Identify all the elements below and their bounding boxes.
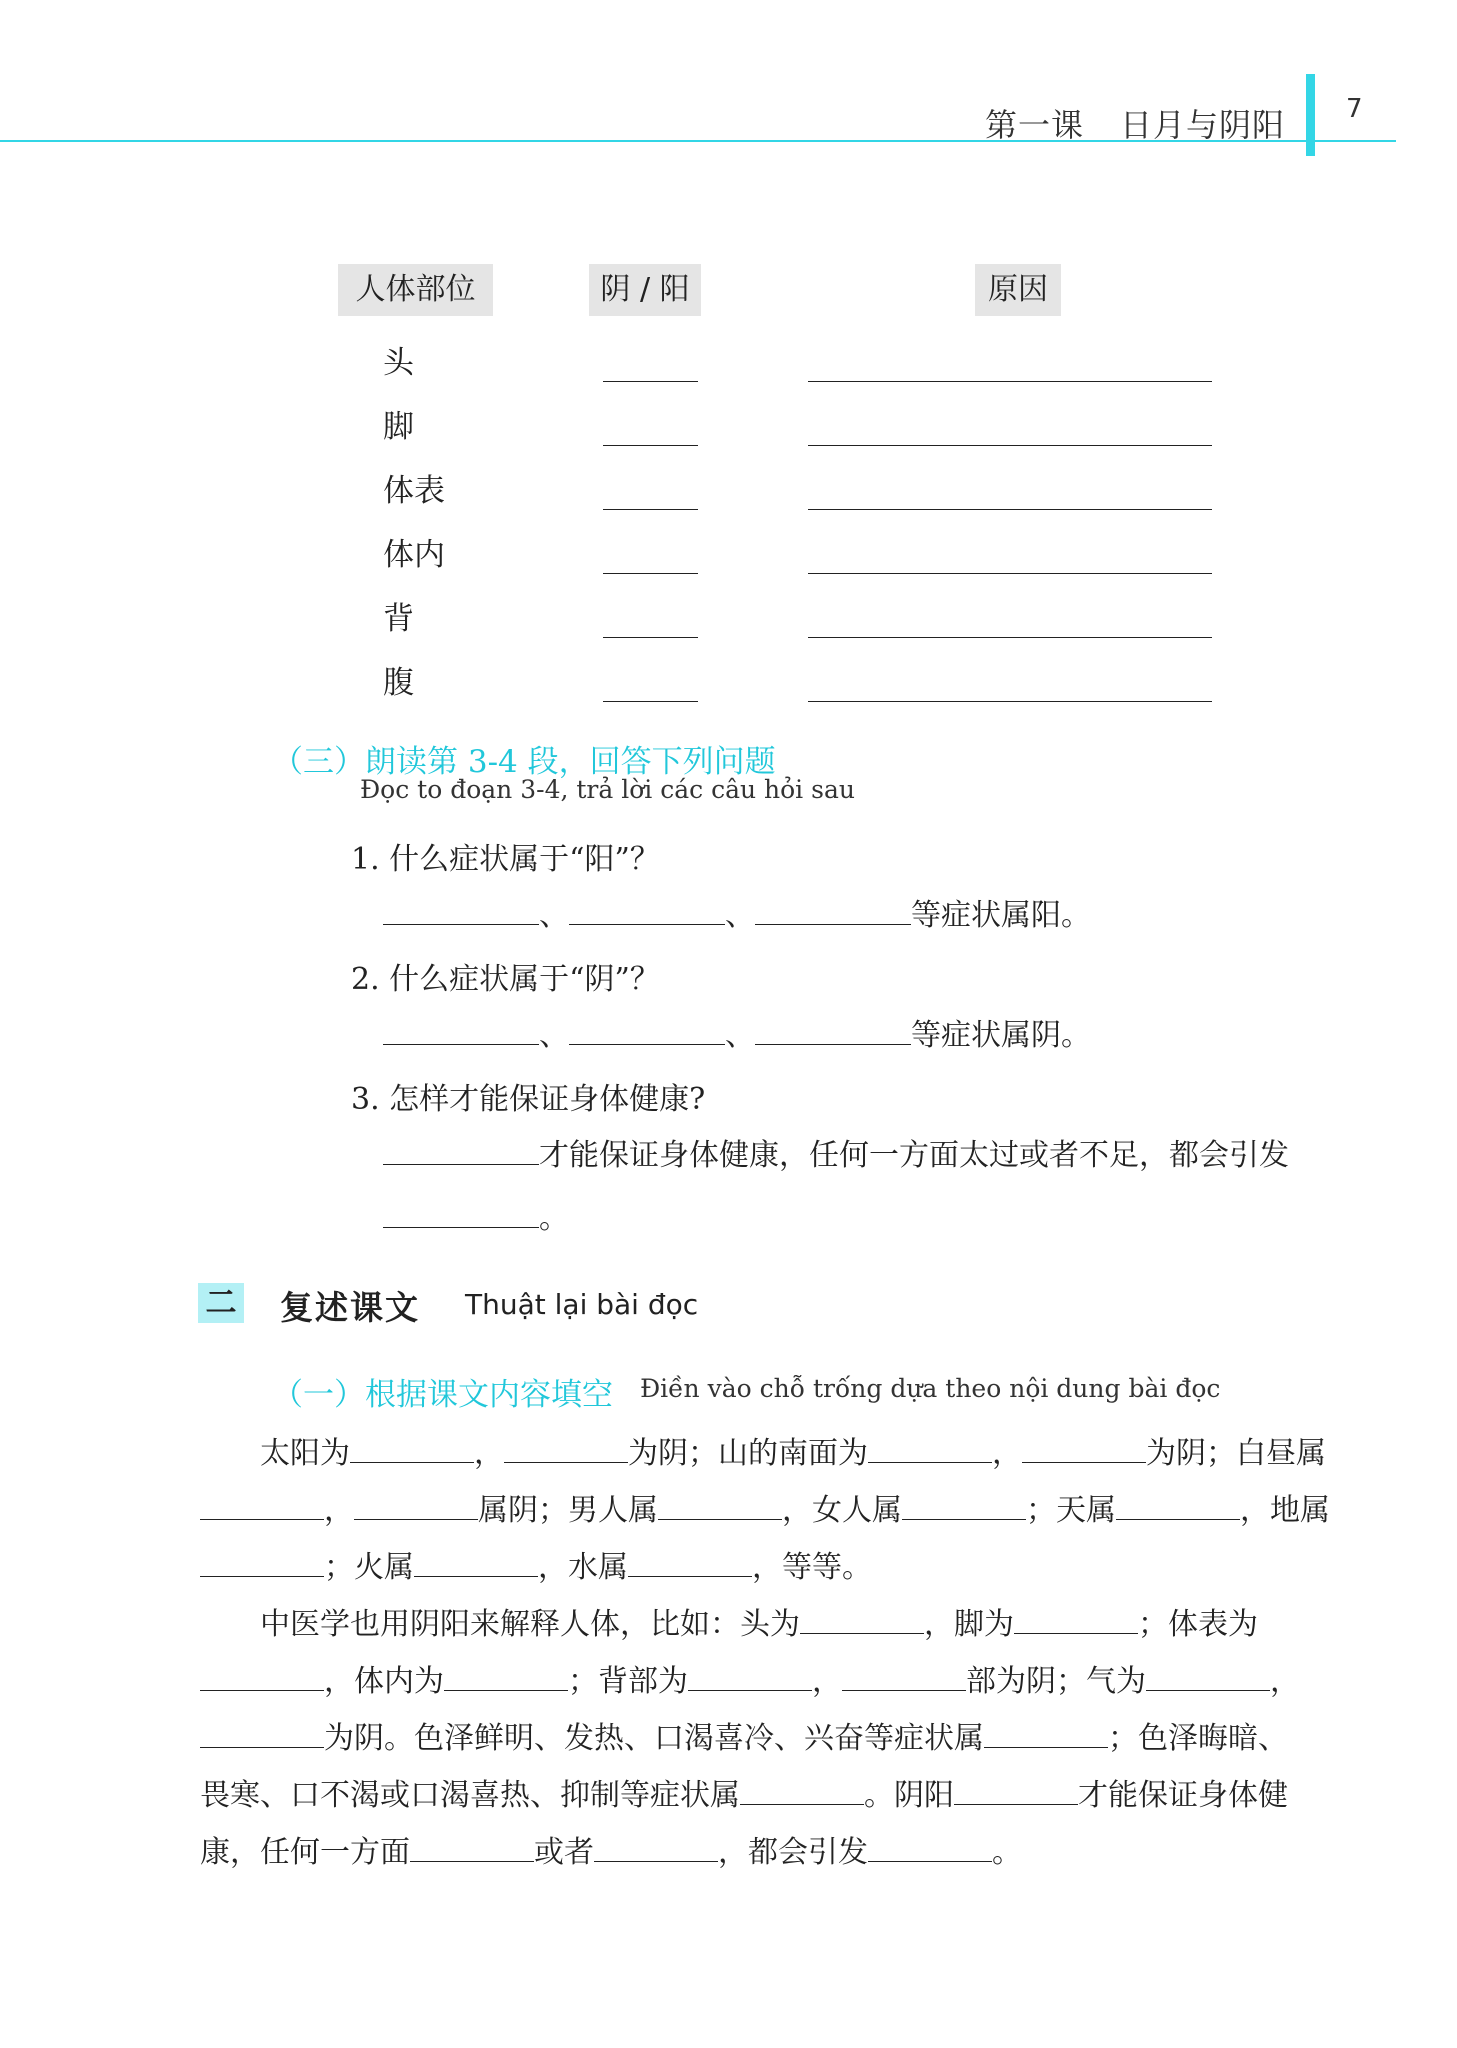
blank-reason-feet[interactable]: [808, 445, 1212, 446]
answer-2-blank-3[interactable]: [755, 1044, 911, 1045]
text: 属阴；男人属: [478, 1493, 658, 1528]
fill-blank[interactable]: [740, 1804, 864, 1805]
text: ；色泽晦暗、: [1108, 1721, 1288, 1756]
text: 太阳为: [260, 1436, 350, 1471]
text: 畏寒、口不渴或口渴喜热、抑制等症状属: [200, 1778, 740, 1813]
row-label-abdomen: 腹: [383, 665, 414, 701]
blank-reason-back[interactable]: [808, 637, 1212, 638]
lesson-number: 第一课: [985, 106, 1085, 144]
fill-blank[interactable]: [200, 1747, 324, 1748]
fill-blank[interactable]: [1116, 1519, 1240, 1520]
row-label-body-interior: 体内: [383, 537, 445, 573]
fill-blank[interactable]: [444, 1690, 568, 1691]
separator: 、: [725, 898, 755, 933]
separator: 、: [539, 898, 569, 933]
fill-blank[interactable]: [350, 1462, 474, 1463]
fill-blank[interactable]: [200, 1690, 324, 1691]
answer-1-blank-3[interactable]: [755, 924, 911, 925]
fill-blank[interactable]: [1146, 1690, 1270, 1691]
exercise-3-title: （三）朗读第 3-4 段，回答下列问题: [272, 744, 776, 780]
paragraph-1-line-3: [200, 1542, 872, 1586]
text: 才能保证身体健: [1078, 1778, 1288, 1813]
answer-1-ending: 等症状属阳。: [911, 898, 1091, 933]
answer-1-blank-1[interactable]: [383, 924, 539, 925]
paragraph-2-line-1: [260, 1599, 1258, 1643]
fill-blank[interactable]: [842, 1690, 966, 1691]
text: 中医学也用阴阳来解释人体，比如：头为: [260, 1607, 800, 1642]
row-label-body-surface: 体表: [383, 473, 445, 509]
section-2-title-vi: Thuật lại bài đọc: [465, 1288, 699, 1321]
fill-blank[interactable]: [868, 1462, 992, 1463]
separator: 、: [539, 1018, 569, 1053]
fill-blank[interactable]: [504, 1462, 628, 1463]
answer-2-ending: 等症状属阴。: [911, 1018, 1091, 1053]
column-header-body-part: 人体部位: [338, 264, 493, 316]
fill-blank[interactable]: [688, 1690, 812, 1691]
answer-2-line: [383, 1010, 1091, 1054]
blank-yinyang-head[interactable]: [603, 381, 698, 382]
paragraph-1-line-1: [260, 1428, 1326, 1472]
answer-3-period: 。: [539, 1201, 569, 1236]
blank-yinyang-body-surface[interactable]: [603, 509, 698, 510]
paragraph-2-line-2: [200, 1656, 1300, 1700]
fill-blank[interactable]: [658, 1519, 782, 1520]
fill-blank[interactable]: [1014, 1633, 1138, 1634]
text: ，女人属: [782, 1493, 902, 1528]
answer-3-line-2: [383, 1193, 569, 1237]
fill-blank[interactable]: [868, 1861, 992, 1862]
fill-blank[interactable]: [414, 1576, 538, 1577]
text: 为阴。色泽鲜明、发热、口渴喜冷、兴奋等症状属: [324, 1721, 984, 1756]
section-2-title: 复述课文: [280, 1288, 420, 1327]
row-label-head: 头: [383, 345, 414, 381]
row-label-back: 背: [383, 601, 414, 637]
exercise-1-title: （一）根据课文内容填空: [272, 1377, 613, 1413]
question-1: 1. 什么症状属于“阳”？: [351, 842, 660, 877]
text: 为阴；山的南面为: [628, 1436, 868, 1471]
answer-3-blank-2[interactable]: [383, 1227, 539, 1228]
blank-yinyang-feet[interactable]: [603, 445, 698, 446]
answer-1-line: [383, 890, 1091, 934]
row-label-feet: 脚: [383, 409, 414, 445]
fill-blank[interactable]: [1022, 1462, 1146, 1463]
blank-reason-body-surface[interactable]: [808, 509, 1212, 510]
fill-blank[interactable]: [984, 1747, 1108, 1748]
question-2: 2. 什么症状属于“阴”？: [351, 962, 660, 997]
text: ，: [992, 1436, 1022, 1471]
fill-blank[interactable]: [200, 1519, 324, 1520]
text: ；火属: [324, 1550, 414, 1585]
blank-yinyang-abdomen[interactable]: [603, 701, 698, 702]
fill-blank[interactable]: [800, 1633, 924, 1634]
text: ；体表为: [1138, 1607, 1258, 1642]
page-number: 7: [1346, 94, 1363, 124]
blank-yinyang-body-interior[interactable]: [603, 573, 698, 574]
text: ，都会引发: [718, 1835, 868, 1870]
fill-blank[interactable]: [410, 1861, 534, 1862]
answer-2-blank-2[interactable]: [569, 1044, 725, 1045]
exercise-1-subtitle: Điền vào chỗ trống dựa theo nội dung bài đọc: [640, 1374, 1221, 1403]
column-header-reason: 原因: [975, 264, 1061, 316]
text: 。阴阳: [864, 1778, 954, 1813]
answer-3-text: 才能保证身体健康，任何一方面太过或者不足，都会引发: [539, 1138, 1289, 1173]
text: ，脚为: [924, 1607, 1014, 1642]
text: ，等等。: [752, 1550, 872, 1585]
fill-blank[interactable]: [902, 1519, 1026, 1520]
answer-1-blank-2[interactable]: [569, 924, 725, 925]
running-header: [985, 100, 1285, 146]
blank-reason-abdomen[interactable]: [808, 701, 1212, 702]
text: ，水属: [538, 1550, 628, 1585]
text: ，: [812, 1664, 842, 1699]
answer-2-blank-1[interactable]: [383, 1044, 539, 1045]
lesson-title: 日月与阴阳: [1120, 106, 1286, 144]
blank-reason-head[interactable]: [808, 381, 1212, 382]
paragraph-2-line-5: [200, 1827, 1022, 1871]
text: ，: [474, 1436, 504, 1471]
fill-blank[interactable]: [594, 1861, 718, 1862]
text: 部为阴；气为: [966, 1664, 1146, 1699]
exercise-3-subtitle: Đọc to đoạn 3-4, trả lời các câu hỏi sau: [360, 775, 855, 804]
text: ，: [324, 1493, 354, 1528]
fill-blank[interactable]: [628, 1576, 752, 1577]
text: ；天属: [1026, 1493, 1116, 1528]
section-2-number: 二: [198, 1283, 244, 1323]
text: 。: [992, 1835, 1022, 1870]
text: 康，任何一方面: [200, 1835, 410, 1870]
blank-reason-body-interior[interactable]: [808, 573, 1212, 574]
answer-3-blank-1[interactable]: [383, 1164, 539, 1165]
answer-3-line-1: [383, 1130, 1289, 1174]
fill-blank[interactable]: [954, 1804, 1078, 1805]
text: 或者: [534, 1835, 594, 1870]
column-header-yin-yang: 阴 / 阳: [589, 264, 701, 316]
text: ，体内为: [324, 1664, 444, 1699]
paragraph-2-line-3: [200, 1713, 1288, 1757]
text: ；背部为: [568, 1664, 688, 1699]
paragraph-1-line-2: [200, 1485, 1330, 1529]
paragraph-2-line-4: [200, 1770, 1288, 1814]
text: 为阴；白昼属: [1146, 1436, 1326, 1471]
fill-blank[interactable]: [200, 1576, 324, 1577]
question-3: 3. 怎样才能保证身体健康?: [351, 1082, 706, 1117]
header-accent-bar: [1306, 74, 1315, 156]
text: ，: [1270, 1664, 1300, 1699]
fill-blank[interactable]: [354, 1519, 478, 1520]
text: ，地属: [1240, 1493, 1330, 1528]
blank-yinyang-back[interactable]: [603, 637, 698, 638]
separator: 、: [725, 1018, 755, 1053]
